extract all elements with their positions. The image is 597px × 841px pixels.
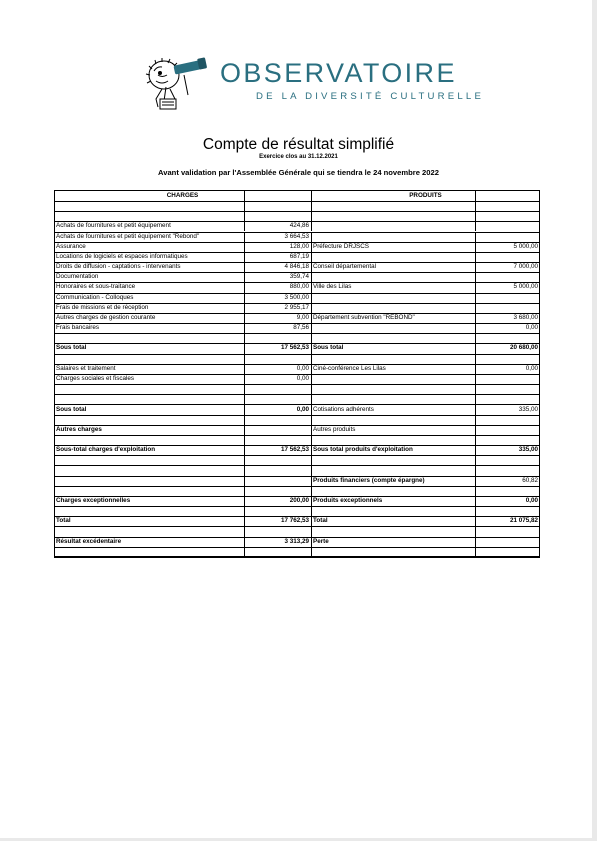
produit-label — [313, 355, 473, 363]
charge-label: Sous total — [56, 405, 87, 413]
produit-label — [313, 395, 473, 403]
produit-value: 20 680,00 — [509, 344, 538, 352]
column-divider — [244, 333, 245, 343]
produit-value — [477, 507, 538, 515]
column-divider — [311, 211, 312, 221]
column-divider — [475, 526, 476, 536]
column-divider — [475, 293, 476, 303]
produit-label: Ville des Lilas — [313, 283, 352, 291]
charge-label: Charges sociales et fiscales — [56, 375, 135, 382]
produit-label: Sous total — [313, 344, 344, 352]
column-divider — [311, 526, 312, 536]
charge-value — [246, 477, 309, 485]
document-title: Compte de résultat simplifié — [202, 136, 395, 153]
charge-label: Sous total — [56, 344, 87, 352]
charge-label: Honoraires et sous-traitance — [56, 283, 136, 291]
column-divider — [244, 343, 245, 353]
charge-label: Achats de fournitures et petit équipement — [56, 222, 171, 230]
column-divider — [475, 221, 476, 231]
charge-value: 3 500,00 — [284, 293, 309, 301]
produit-value — [477, 456, 538, 464]
produit-value: 335,00 — [518, 405, 538, 413]
column-divider — [311, 547, 312, 557]
charge-label: Sous-total charges d'exploitation — [56, 446, 156, 454]
produit-value: 0,00 — [525, 324, 538, 332]
column-divider — [311, 221, 312, 231]
charge-value — [246, 487, 309, 495]
column-divider — [475, 404, 476, 414]
column-divider — [311, 384, 312, 394]
column-divider — [475, 303, 476, 313]
charge-value — [246, 334, 309, 342]
produit-label: Conseil départemental — [313, 263, 377, 271]
column-divider — [311, 506, 312, 516]
column-divider — [244, 364, 245, 374]
charge-label: Assurance — [56, 242, 86, 250]
produit-label — [313, 233, 473, 241]
produit-value: 21 075,82 — [509, 517, 538, 525]
column-divider — [311, 496, 312, 506]
column-divider — [311, 476, 312, 486]
charge-value: 17 562,53 — [280, 446, 309, 454]
charge-value: 87,56 — [293, 324, 309, 332]
charge-label — [56, 395, 242, 403]
charge-label — [56, 467, 242, 475]
produit-label: Autres produits — [313, 425, 356, 433]
produit-label — [313, 528, 473, 536]
column-divider — [244, 221, 245, 231]
column-divider — [311, 323, 312, 333]
column-divider — [244, 293, 245, 303]
produit-value: 5 000,00 — [513, 283, 538, 291]
column-divider — [475, 201, 476, 211]
column-divider — [311, 455, 312, 465]
charge-label: Documentation — [56, 273, 99, 281]
column-divider — [311, 232, 312, 242]
charge-label — [56, 487, 242, 495]
produit-value — [477, 416, 538, 424]
column-divider — [475, 455, 476, 465]
produit-value: 0,00 — [525, 497, 538, 505]
charge-value: 3 664,53 — [284, 232, 309, 240]
charge-value: 17 562,53 — [280, 344, 309, 352]
charge-value: 128,00 — [289, 242, 309, 250]
column-divider — [475, 476, 476, 486]
column-divider — [244, 313, 245, 323]
column-divider — [244, 476, 245, 486]
header-divider — [311, 190, 312, 201]
income-statement-table — [54, 190, 540, 557]
charge-value: 3 313,29 — [284, 537, 309, 545]
charge-value: 424,86 — [289, 222, 309, 230]
column-divider — [475, 537, 476, 547]
column-divider — [475, 343, 476, 353]
column-divider — [244, 211, 245, 221]
column-divider — [244, 242, 245, 252]
column-divider — [475, 211, 476, 221]
charge-value — [246, 548, 309, 556]
logo-subtitle: DE LA DIVERSITÉ CULTURELLE — [256, 91, 485, 102]
column-divider — [244, 526, 245, 536]
column-divider — [475, 506, 476, 516]
produit-label — [313, 253, 473, 261]
document-subtitle: Exercice clos au 31.12.2021 — [259, 154, 338, 160]
produit-label — [313, 385, 473, 393]
produit-value — [477, 304, 538, 312]
charge-label — [56, 334, 242, 342]
produit-value: 3 680,00 — [513, 313, 538, 321]
charge-label: Droits de diffusion - captations - intervenants — [56, 263, 181, 271]
charge-label — [56, 456, 242, 464]
charge-value — [246, 385, 309, 393]
column-divider — [311, 374, 312, 384]
charge-value: 687,19 — [289, 252, 309, 260]
column-divider — [311, 537, 312, 547]
charge-label: Frais de missions et de réception — [56, 303, 149, 311]
column-divider — [244, 445, 245, 455]
column-divider — [475, 242, 476, 252]
produit-value — [477, 273, 538, 281]
produit-value — [477, 467, 538, 475]
charge-value: 200,00 — [289, 497, 309, 505]
page-edge-right — [592, 0, 597, 841]
column-divider — [244, 282, 245, 292]
charge-value: 2 955,17 — [284, 303, 309, 311]
produit-label: Total — [313, 517, 328, 525]
produit-label — [313, 375, 473, 383]
produit-label — [313, 334, 473, 342]
column-divider — [311, 262, 312, 272]
produit-label — [313, 202, 473, 210]
produit-value: 0,00 — [525, 364, 538, 372]
charge-value — [246, 426, 309, 434]
produit-label — [313, 416, 473, 424]
produit-label — [313, 548, 473, 556]
produit-value — [477, 395, 538, 403]
column-divider — [311, 415, 312, 425]
column-divider — [311, 242, 312, 252]
charge-label — [56, 202, 242, 210]
charge-label — [56, 355, 242, 363]
produit-value — [477, 222, 538, 230]
produit-value — [477, 202, 538, 210]
produit-label — [313, 212, 473, 220]
column-divider — [311, 364, 312, 374]
charge-value — [246, 416, 309, 424]
produit-value: 60,82 — [522, 476, 538, 484]
produit-value — [477, 528, 538, 536]
charge-label: Salaires et traitement — [56, 364, 116, 372]
column-divider — [475, 445, 476, 455]
column-divider — [311, 394, 312, 404]
produit-label — [313, 467, 473, 475]
charge-label — [56, 385, 242, 393]
produit-value — [477, 355, 538, 363]
column-divider — [244, 323, 245, 333]
column-divider — [244, 435, 245, 445]
charge-label — [56, 416, 242, 424]
produit-label: Cotisations adhérents — [313, 405, 374, 413]
column-divider — [244, 272, 245, 282]
produit-value — [477, 436, 538, 444]
charge-label — [56, 477, 242, 485]
column-divider — [475, 516, 476, 526]
column-divider — [475, 282, 476, 292]
column-divider — [311, 333, 312, 343]
charge-value — [246, 467, 309, 475]
charge-label: Résultat excédentaire — [56, 537, 122, 545]
produit-value — [477, 233, 538, 241]
column-divider — [311, 404, 312, 414]
column-divider — [244, 465, 245, 475]
charge-value: 17 762,53 — [280, 517, 309, 525]
produit-label: Perte — [313, 537, 329, 545]
charge-value — [246, 528, 309, 536]
column-divider — [244, 486, 245, 496]
column-divider — [244, 262, 245, 272]
charge-value — [246, 436, 309, 444]
validation-note: Avant validation par l'Assemblée Générale qui se tiendra le 24 novembre 2022 — [158, 168, 439, 177]
column-divider — [475, 486, 476, 496]
column-divider — [311, 282, 312, 292]
column-divider — [244, 537, 245, 547]
column-divider — [475, 394, 476, 404]
column-divider — [244, 374, 245, 384]
produit-label: Sous total produits d'exploitation — [313, 446, 413, 454]
column-divider — [475, 333, 476, 343]
charge-value: 4 846,18 — [284, 263, 309, 271]
column-divider — [475, 415, 476, 425]
charge-value — [246, 456, 309, 464]
column-divider — [475, 384, 476, 394]
column-divider — [244, 506, 245, 516]
column-divider — [244, 404, 245, 414]
observatoire-logo — [140, 55, 485, 117]
produits-header: PRODUITS — [409, 191, 442, 199]
produit-value — [477, 385, 538, 393]
charge-label: Frais bancaires — [56, 324, 100, 332]
charge-label — [56, 507, 242, 515]
charge-value: 0,00 — [296, 405, 309, 413]
column-divider — [311, 343, 312, 353]
column-divider — [244, 455, 245, 465]
column-divider — [475, 374, 476, 384]
charge-label: Autres charges de gestion courante — [56, 313, 156, 321]
column-divider — [244, 394, 245, 404]
charge-value — [246, 507, 309, 515]
charge-label: Locations de logiciels et espaces informatiques — [56, 252, 188, 260]
produit-value — [477, 253, 538, 261]
produit-value: 7 000,00 — [513, 263, 538, 271]
column-divider — [475, 496, 476, 506]
column-divider — [311, 354, 312, 364]
column-divider — [475, 232, 476, 242]
produit-value — [477, 334, 538, 342]
column-divider — [475, 262, 476, 272]
column-divider — [311, 252, 312, 262]
column-divider — [311, 313, 312, 323]
produit-value — [477, 375, 538, 383]
column-divider — [244, 415, 245, 425]
charge-value: 880,00 — [289, 283, 309, 291]
charge-value — [246, 395, 309, 403]
produit-value — [477, 548, 538, 556]
column-divider — [244, 303, 245, 313]
logo-wordmark: OBSERVATOIRE — [220, 58, 457, 88]
column-divider — [311, 293, 312, 303]
column-divider — [244, 232, 245, 242]
charge-value: 0,00 — [296, 364, 309, 372]
charge-value: 9,00 — [296, 313, 309, 321]
charge-value — [246, 212, 309, 220]
produit-label — [313, 273, 473, 281]
column-divider — [244, 496, 245, 506]
column-divider — [244, 516, 245, 526]
charges-header: CHARGES — [166, 191, 199, 199]
charge-label: Total — [56, 517, 71, 525]
column-divider — [475, 313, 476, 323]
column-divider — [244, 354, 245, 364]
column-divider — [475, 425, 476, 435]
column-divider — [311, 201, 312, 211]
column-divider — [311, 303, 312, 313]
produit-label — [313, 456, 473, 464]
column-divider — [475, 272, 476, 282]
charge-value: 359,74 — [289, 273, 309, 281]
column-divider — [244, 201, 245, 211]
column-divider — [475, 323, 476, 333]
column-divider — [311, 465, 312, 475]
column-divider — [475, 465, 476, 475]
charge-label — [56, 436, 242, 444]
produit-label: Département subvention "REBOND" — [313, 313, 415, 321]
produit-label — [313, 324, 473, 332]
produit-label — [313, 304, 473, 312]
charge-value — [246, 355, 309, 363]
produit-label: Ciné-conférence Les Lilas — [313, 364, 386, 372]
column-divider — [311, 486, 312, 496]
produit-label — [313, 487, 473, 495]
produit-value — [477, 212, 538, 220]
column-divider — [475, 252, 476, 262]
produit-label — [313, 294, 473, 302]
produit-label — [313, 507, 473, 515]
produit-label: Produits financiers (compte épargne) — [313, 476, 425, 484]
column-divider — [244, 252, 245, 262]
mascot-telescope-icon — [140, 55, 210, 117]
charge-label: Communication - Colloques — [56, 293, 134, 301]
produit-label: Préfecture DRJSCS — [313, 242, 369, 250]
charge-value — [246, 202, 309, 210]
charge-label: Achats de fournitures et petit équipement "Rebond" — [56, 232, 200, 240]
column-divider — [475, 354, 476, 364]
charge-value: 0,00 — [296, 375, 309, 382]
produit-label — [313, 222, 473, 230]
charge-label — [56, 212, 242, 220]
column-divider — [311, 272, 312, 282]
column-divider — [475, 547, 476, 557]
produit-label: Produits exceptionnels — [313, 497, 383, 505]
row-rule — [54, 557, 540, 558]
column-divider — [475, 435, 476, 445]
produit-value — [477, 487, 538, 495]
produit-value — [477, 294, 538, 302]
produit-value: 335,00 — [518, 446, 538, 454]
column-divider — [475, 364, 476, 374]
produit-label — [313, 436, 473, 444]
charge-label — [56, 528, 242, 536]
column-divider — [311, 435, 312, 445]
column-divider — [244, 547, 245, 557]
column-divider — [244, 384, 245, 394]
charge-label: Charges exceptionnelles — [56, 497, 131, 505]
produit-value — [477, 426, 538, 434]
column-divider — [244, 425, 245, 435]
produit-value: 5 000,00 — [513, 242, 538, 250]
column-divider — [311, 445, 312, 455]
charge-label: Autres charges — [56, 425, 102, 433]
charge-label — [56, 548, 242, 556]
produit-value — [477, 538, 538, 546]
column-divider — [311, 516, 312, 526]
column-divider — [311, 425, 312, 435]
